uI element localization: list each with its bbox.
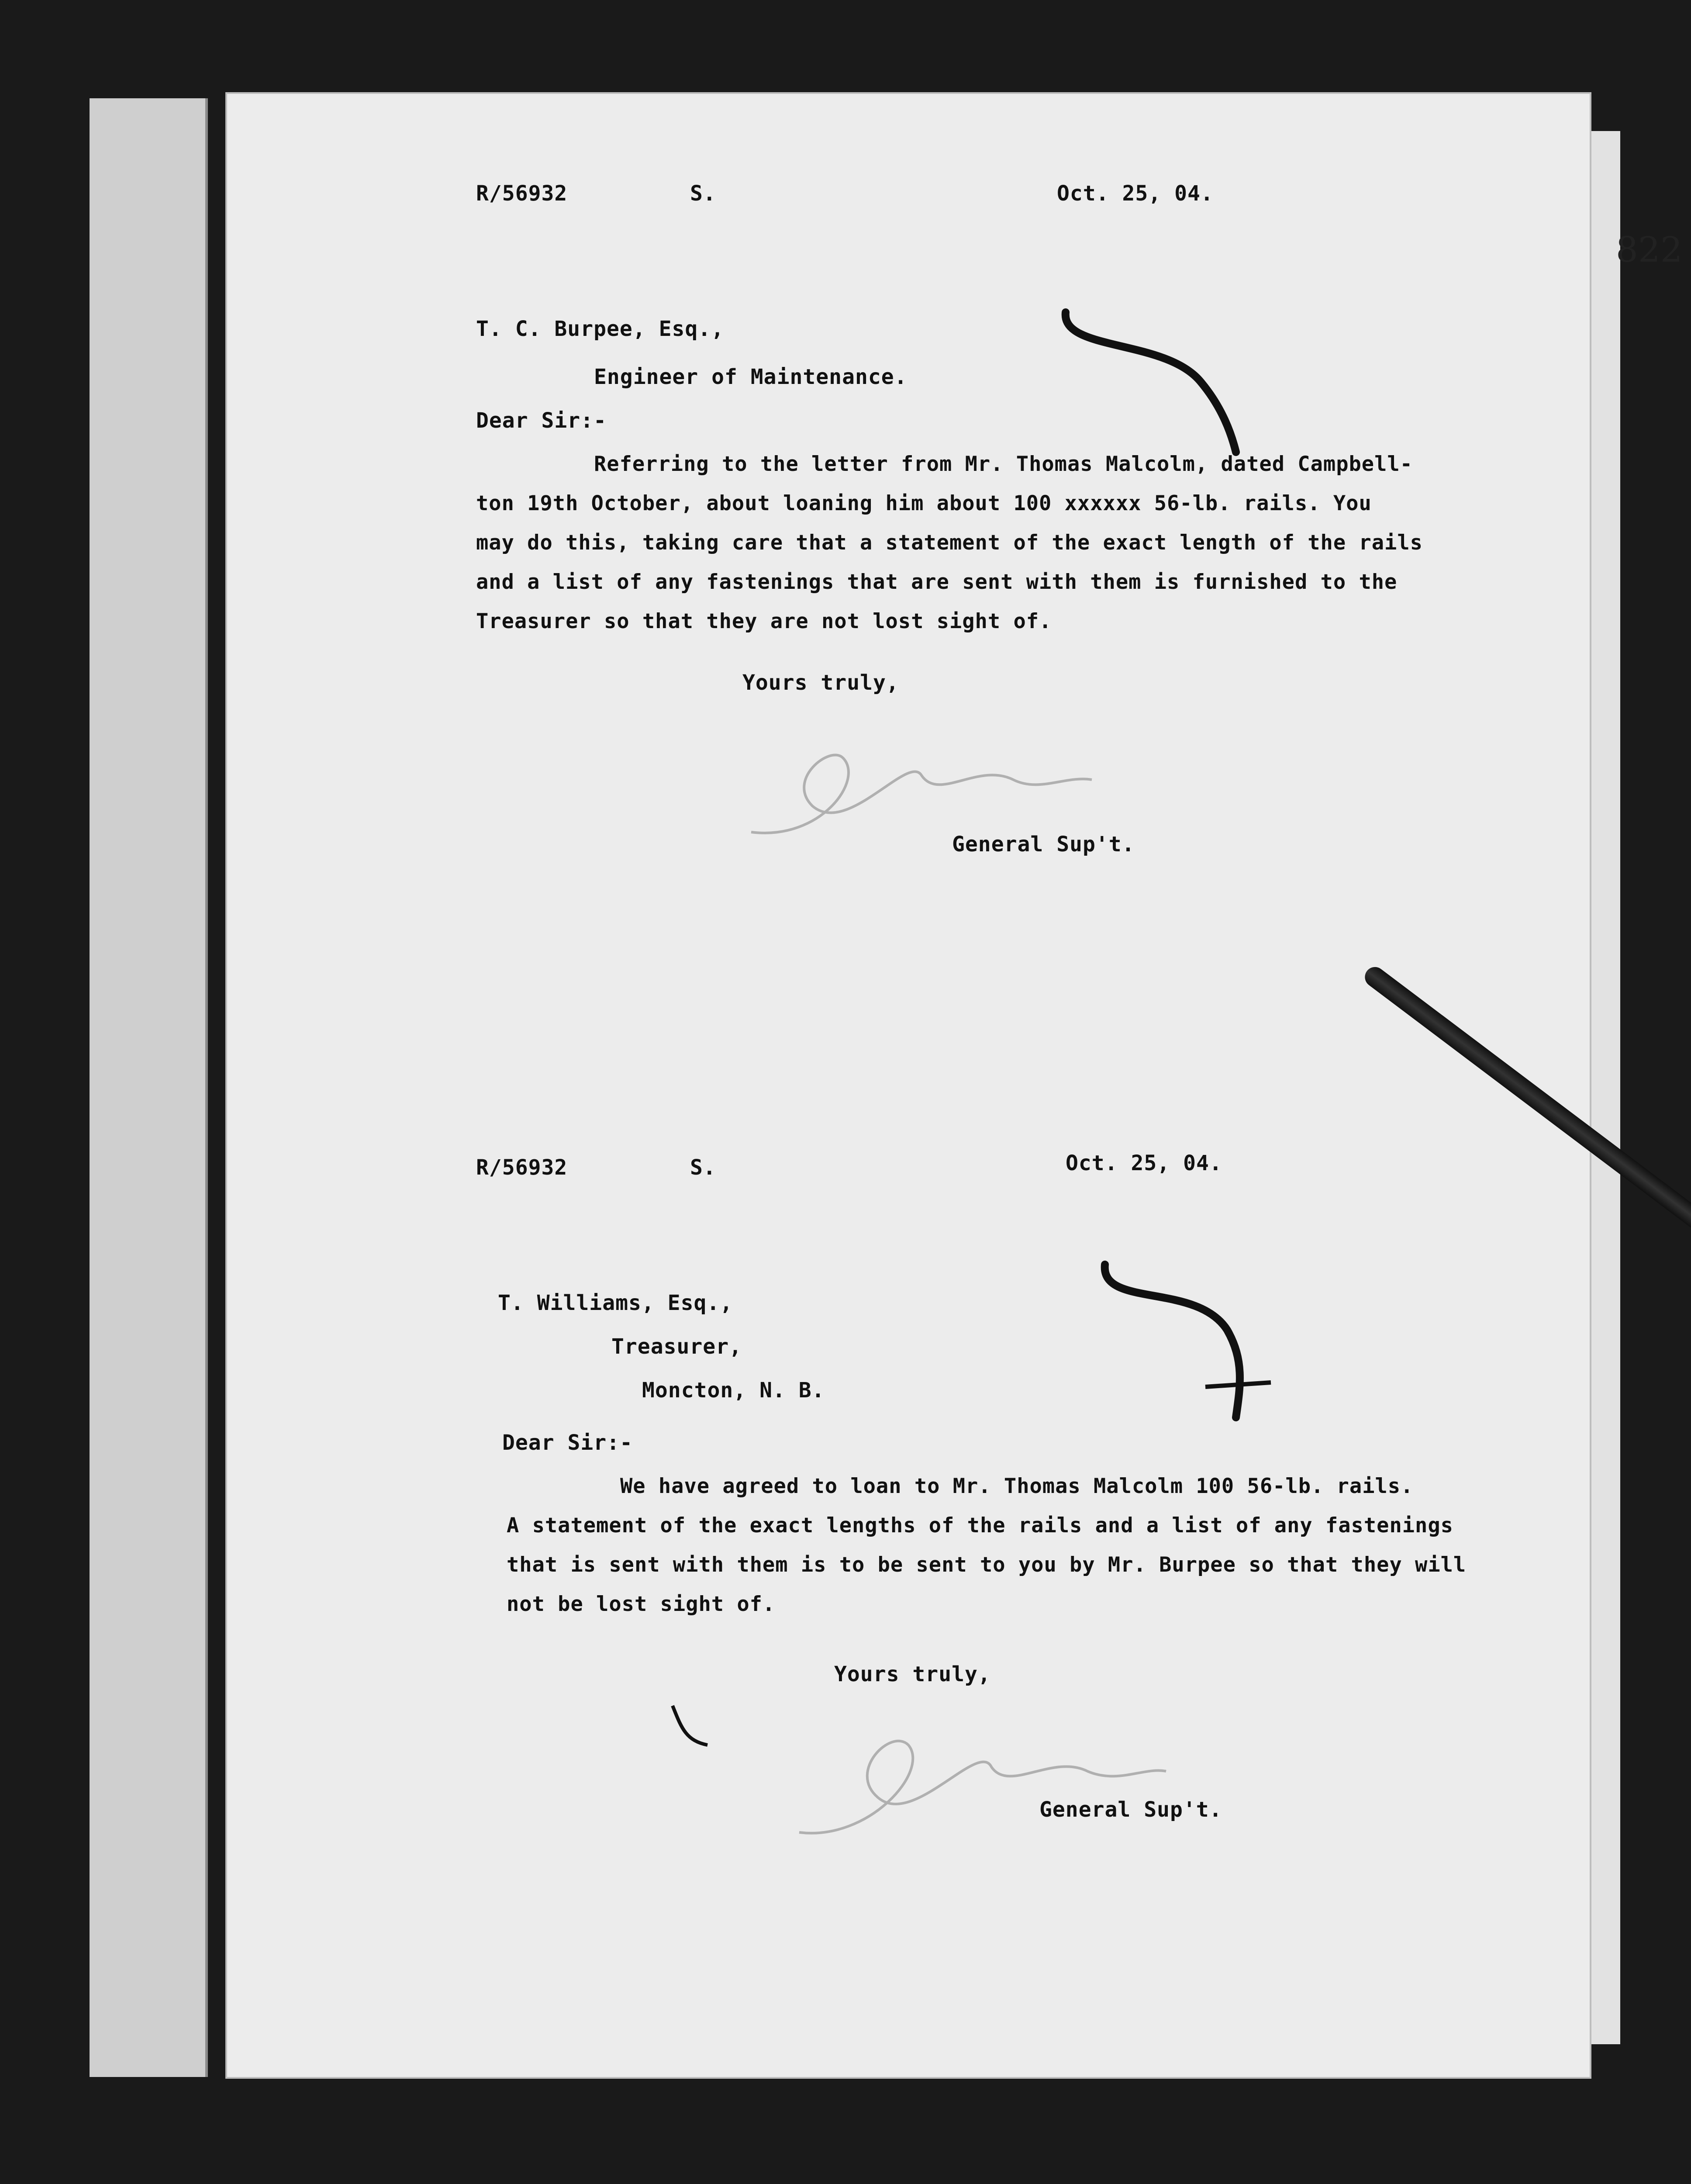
body-line: Referring to the letter from Mr. Thomas Malcolm, dated Campbell- xyxy=(594,452,1413,476)
closing: Yours truly, xyxy=(834,1662,991,1686)
letter-date: Oct. 25, 04. xyxy=(1066,1151,1222,1175)
signatory-title: General Sup't. xyxy=(952,832,1135,857)
body-line: may do this, taking care that a statement of the exact length of the rails xyxy=(476,531,1423,555)
letter-initial: S. xyxy=(690,1155,716,1180)
salutation: Dear Sir:- xyxy=(476,408,607,433)
signatory-title: General Sup't. xyxy=(1039,1797,1222,1822)
addressee-name: T. Williams, Esq., xyxy=(498,1291,733,1315)
body-line: ton 19th October, about loaning him about 100 xxxxxx 56-lb. rails. You xyxy=(476,491,1372,515)
folio-number: 822 xyxy=(1616,229,1683,270)
body-line: Treasurer so that they are not lost sight of. xyxy=(476,609,1052,633)
letter-date: Oct. 25, 04. xyxy=(1057,181,1214,206)
pen-stroke xyxy=(664,1701,716,1754)
salutation: Dear Sir:- xyxy=(502,1431,633,1455)
body-line: and a list of any fastenings that are sent with them is furnished to the xyxy=(476,570,1398,594)
closing: Yours truly, xyxy=(742,670,899,695)
letter-2 xyxy=(227,94,1590,2077)
letter-ref: R/56932 xyxy=(476,181,568,206)
addressee-location: Moncton, N. B. xyxy=(642,1378,825,1403)
addressee-title: Treasurer, xyxy=(611,1334,742,1359)
addressee-name: T. C. Burpee, Esq., xyxy=(476,317,725,341)
body-line: A statement of the exact lengths of the rails and a list of any fastenings xyxy=(507,1514,1453,1538)
body-line: We have agreed to loan to Mr. Thomas Malcolm 100 56-lb. rails. xyxy=(620,1474,1414,1498)
body-line: not be lost sight of. xyxy=(507,1592,776,1616)
letter-ref: R/56932 xyxy=(476,1155,568,1180)
letterbook-page xyxy=(227,94,1683,2077)
signature-mark xyxy=(782,1710,1175,1854)
letter-initial: S. xyxy=(690,181,716,206)
addressee-title: Engineer of Maintenance. xyxy=(594,365,908,389)
previous-page-edge xyxy=(90,98,208,2077)
body-line: that is sent with them is to be sent to you by Mr. Burpee so that they will xyxy=(507,1553,1467,1577)
pen-check-mark xyxy=(1096,1256,1280,1431)
